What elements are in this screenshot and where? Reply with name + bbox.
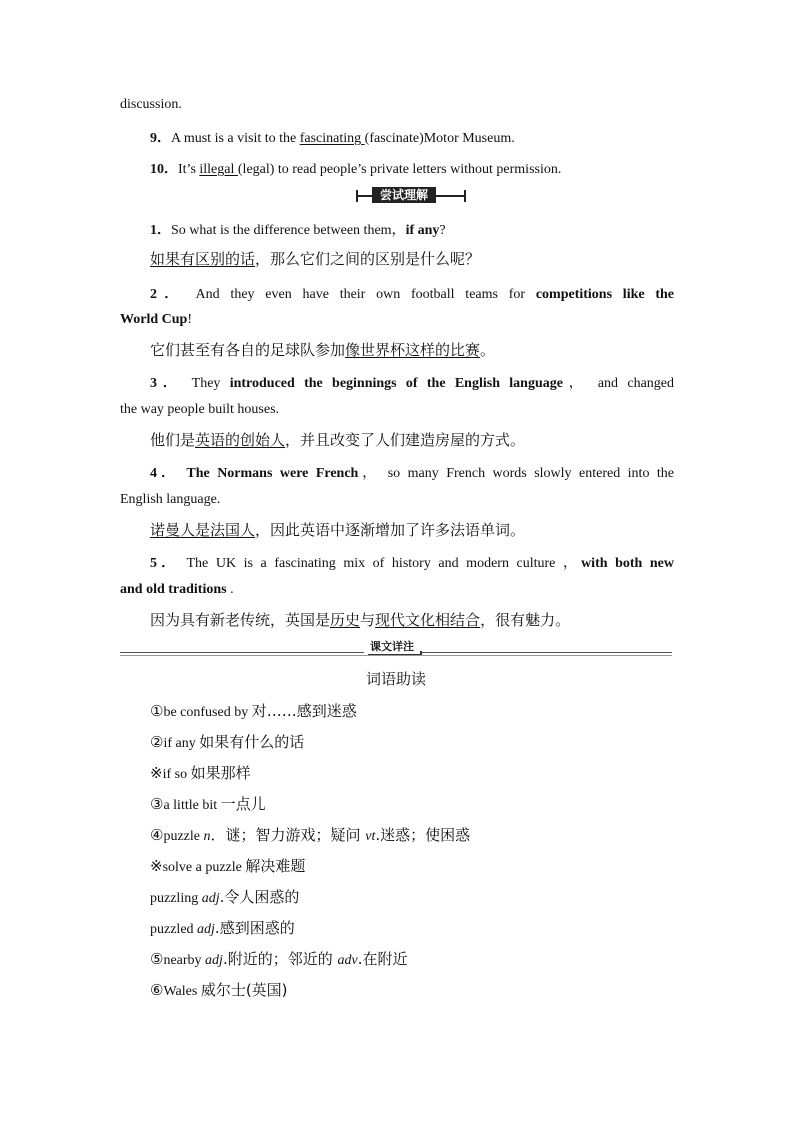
answer-blank: illegal xyxy=(199,162,238,177)
vocab-meaning: 解决难题 xyxy=(245,857,306,875)
vocab-item xyxy=(150,917,295,938)
key-phrase: introduced the beginnings of the English language xyxy=(229,376,563,391)
item-text: A must is a visit to the xyxy=(171,131,300,146)
vocab-meaning: 一点儿 xyxy=(220,795,266,813)
vocab-meaning: .迷惑；使困惑 xyxy=(375,826,471,844)
sentence-number: 5． xyxy=(150,556,180,571)
vocab-item xyxy=(150,793,266,814)
translation-text: 他们是 xyxy=(150,431,196,449)
exercise-item-9 xyxy=(150,127,515,147)
item-number: 9． xyxy=(150,131,171,146)
vocab-item xyxy=(150,886,299,907)
translation-text: ，并且改变了人们建造房屋的方式。 xyxy=(285,431,526,449)
sentence-number: 1． xyxy=(150,223,171,238)
item-marker: ※ xyxy=(150,857,163,875)
sentence-1-en xyxy=(150,219,446,239)
item-marker: ④ xyxy=(150,826,164,844)
sentence-4-cn xyxy=(150,519,525,540)
sentence-2-en-line1 xyxy=(150,283,674,303)
item-marker: ※ xyxy=(150,764,163,782)
sentence-3-en-line1 xyxy=(150,372,674,392)
part-of-speech: adj xyxy=(197,922,215,937)
sentence-text: They xyxy=(191,376,230,391)
key-phrase: if any xyxy=(405,223,440,238)
vocab-item xyxy=(150,979,288,1000)
vocab-term: puzzled xyxy=(150,922,198,937)
vocab-meaning: 如果那样 xyxy=(190,764,251,782)
vocab-term: puzzling xyxy=(150,891,202,906)
translation-text: ，因此英语中逐渐增加了许多法语单词。 xyxy=(255,521,526,539)
vocab-item xyxy=(150,700,357,721)
vocab-meaning: .感到困惑的 xyxy=(214,919,295,937)
sentence-text: The UK is a fascinating mix of history and modern culture ， xyxy=(186,556,582,571)
key-phrase: and old traditions xyxy=(120,582,227,597)
vocab-heading: 词语助读 xyxy=(366,670,427,688)
sentence-text: So what is the difference between them， xyxy=(171,223,406,238)
sentence-number: 4． xyxy=(150,466,179,481)
vocab-item xyxy=(150,824,470,845)
item-text: (legal) to read people’s private letters without permission. xyxy=(237,162,562,177)
translation-text: 。 xyxy=(480,341,496,359)
sentence-5-en-line1 xyxy=(150,552,674,572)
vocab-term: solve a puzzle xyxy=(162,860,246,875)
section-divider-rule xyxy=(120,655,672,656)
part-of-speech: vt xyxy=(365,829,376,844)
translation-text: ，那么它们之间的区别是什么呢？ xyxy=(255,250,481,268)
translation-key: 像世界杯这样的比赛 xyxy=(345,341,481,359)
key-phrase: The Normans were French xyxy=(186,466,359,481)
sentence-number: 2． xyxy=(150,287,186,302)
answer-blank: fascinating xyxy=(299,131,365,146)
sentence-5-en-line2 xyxy=(120,582,234,598)
vocab-meaning: 如果有什么的话 xyxy=(199,733,305,751)
vocab-meaning: .附近的；邻近的 xyxy=(222,950,338,968)
vocab-meaning: 威尔士(英国) xyxy=(200,981,288,999)
part-of-speech: adv xyxy=(337,953,358,968)
sentence-2-cn xyxy=(150,339,495,360)
part-of-speech: adj xyxy=(201,891,220,906)
key-phrase: competitions like the xyxy=(535,287,675,302)
vocab-meaning: ．谜；智力游戏；疑问 xyxy=(210,826,366,844)
exercise-item-10 xyxy=(150,158,561,178)
vocab-meaning: 对……感到迷惑 xyxy=(251,702,357,720)
vocab-term: nearby xyxy=(163,953,206,968)
vocab-term: Wales xyxy=(163,984,201,999)
item-text: (fascinate)Motor Museum. xyxy=(364,131,515,146)
vocab-term: be confused by xyxy=(163,705,252,720)
sentence-number: 3． xyxy=(150,376,183,391)
vocab-meaning: .令人困惑的 xyxy=(219,888,300,906)
item-marker: ① xyxy=(150,702,164,720)
key-phrase: World Cup xyxy=(120,312,188,327)
translation-text: 与 xyxy=(360,611,376,629)
sentence-text: ! xyxy=(187,312,192,327)
sentence-3-cn xyxy=(150,429,525,450)
translation-text: 因为具有新老传统，英国是 xyxy=(150,611,331,629)
vocab-item xyxy=(150,731,304,752)
section-title: 课文详注 xyxy=(364,640,420,654)
sentence-text: ， so many French words slowly entered into the xyxy=(358,466,675,481)
translation-text: ，很有魅力。 xyxy=(480,611,571,629)
sentence-text: ? xyxy=(439,223,446,238)
section-badge-try-understand xyxy=(356,186,466,206)
vocab-term: puzzle xyxy=(163,829,204,844)
vocab-term: a little bit xyxy=(163,798,221,813)
badge-rule-end xyxy=(356,190,358,202)
sentence-1-cn xyxy=(150,248,480,269)
vocab-term: if any xyxy=(163,736,200,751)
section-title: 尝试理解 xyxy=(372,187,436,203)
vocab-meaning: .在附近 xyxy=(357,950,408,968)
sentence-2-en-line2 xyxy=(120,312,192,328)
part-of-speech: adj xyxy=(205,953,223,968)
item-marker: ② xyxy=(150,733,164,751)
translation-key: 历史 xyxy=(330,611,361,629)
vocab-term: if so xyxy=(162,767,191,782)
sentence-text: . xyxy=(226,582,234,597)
sentence-4-en-line1 xyxy=(150,462,674,482)
discussion-text: discussion. xyxy=(120,97,182,112)
item-marker: ⑥ xyxy=(150,981,164,999)
key-phrase: with both new xyxy=(581,556,675,571)
item-text: It’s xyxy=(178,162,200,177)
badge-rule-end xyxy=(464,190,466,202)
sentence-text: ， and changed xyxy=(562,376,674,391)
item-marker: ⑤ xyxy=(150,950,164,968)
item-number: 10． xyxy=(150,162,178,177)
vocab-item xyxy=(150,855,305,876)
translation-key: 如果有区别的话 xyxy=(150,250,256,268)
sentence-text: And they even have their own football teams for xyxy=(195,287,536,302)
part-of-speech: n xyxy=(203,829,211,844)
translation-text: 它们甚至有各自的足球队参加 xyxy=(150,341,346,359)
sentence-4-en-line2: English language. xyxy=(120,492,221,507)
item-marker: ③ xyxy=(150,795,164,813)
translation-key: 英语的创始人 xyxy=(195,431,286,449)
translation-key: 诺曼人是法国人 xyxy=(150,521,256,539)
sentence-3-en-line2: the way people built houses. xyxy=(120,402,280,417)
vocab-item xyxy=(150,948,407,969)
sentence-5-cn xyxy=(150,609,570,630)
translation-key: 现代文化相结合 xyxy=(375,611,481,629)
vocab-item xyxy=(150,762,251,783)
